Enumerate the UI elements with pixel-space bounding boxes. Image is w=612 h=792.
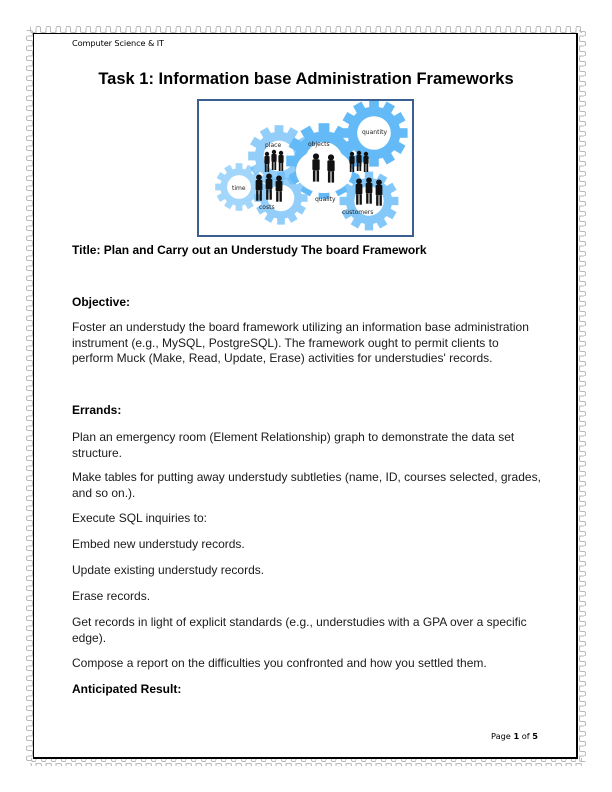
errand-item: Embed new understudy records. <box>72 537 245 551</box>
svg-text:time: time <box>232 185 246 192</box>
svg-text:customers: customers <box>342 209 374 216</box>
svg-text:place: place <box>265 142 282 149</box>
errand-item: Get records in light of explicit standards (e.g., understudies with a GPA over a specific edge). <box>72 615 527 645</box>
page-header-department: Computer Science & IT <box>72 38 164 48</box>
errand-item: Update existing understudy records. <box>72 563 265 577</box>
objective-body: Foster an understudy the board framework utilizing an information base administration instrument (e.g., MySQL, PostgreSQL). The framework ought to permit clients to perform Muck (Make, Read, Update, Erase) activities for understudies' records. <box>72 320 529 365</box>
hero-image-gears-people <box>197 99 414 237</box>
errand-item: Execute SQL inquiries to: <box>72 511 207 525</box>
svg-text:costs: costs <box>259 204 275 211</box>
errand-item: Erase records. <box>72 589 151 603</box>
anticipated-result-heading: Anticipated Result: <box>72 682 182 696</box>
svg-text:quality: quality <box>315 196 336 203</box>
errand-item: Make tables for putting away understudy subtleties (name, ID, courses selected, grades, and so on.). <box>72 470 541 500</box>
errand-item: Compose a report on the difficulties you confronted and how you settled them. <box>72 656 487 670</box>
page-number-separator: of <box>519 731 533 741</box>
assignment-title-line: Title: Plan and Carry out an Understudy The board Framework <box>72 243 427 257</box>
document-title: Task 1: Information base Administration Frameworks <box>98 70 514 88</box>
objective-heading: Objective: <box>72 295 131 309</box>
page-number <box>491 731 538 741</box>
svg-text:quantity: quantity <box>362 129 388 136</box>
errand-item: Plan an emergency room (Element Relationship) graph to demonstrate the data set structure. <box>72 430 515 460</box>
page-number-total: 5 <box>532 731 538 741</box>
page-number-current: 1 <box>513 731 520 741</box>
page-number-prefix: Page <box>491 731 514 741</box>
svg-text:objects: objects <box>308 141 330 148</box>
errands-heading: Errands: <box>72 403 122 417</box>
